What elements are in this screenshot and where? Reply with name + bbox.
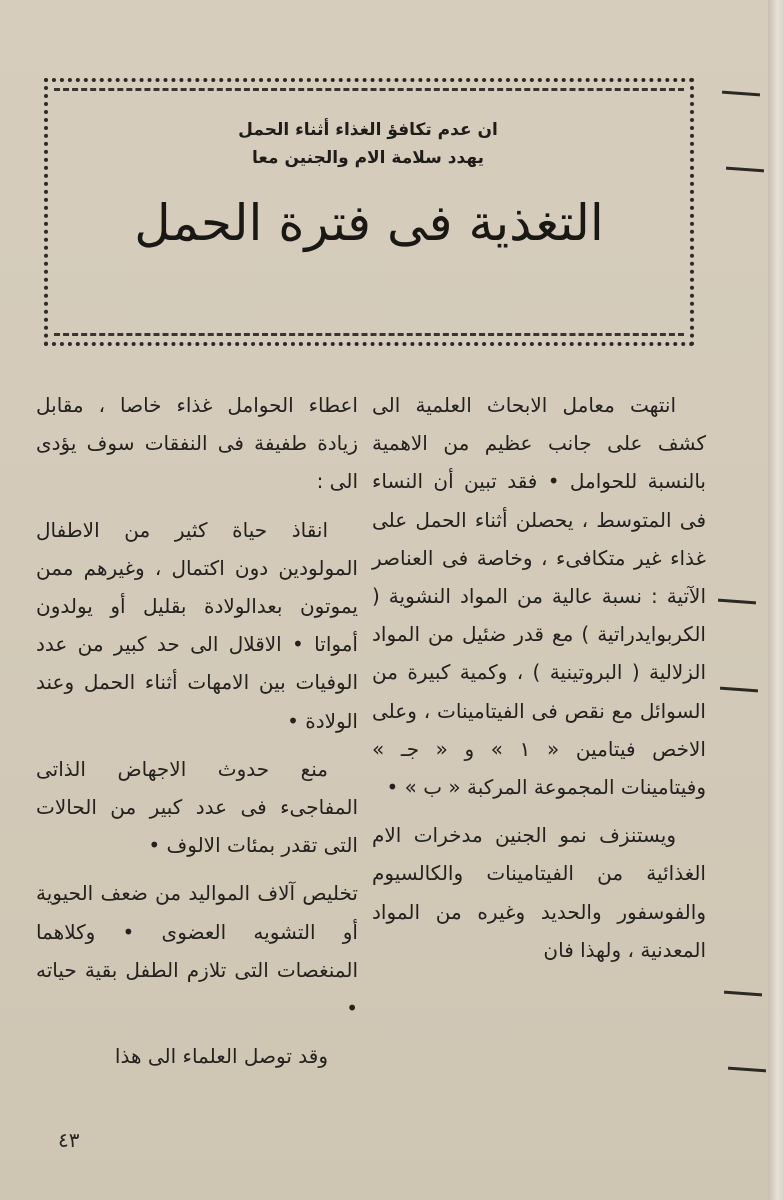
subtitle-line-2: يهدد سلامة الام والجنين معا bbox=[252, 148, 484, 168]
frame-rule-top bbox=[54, 88, 684, 91]
paragraph: انتهت معامل الابحاث العلمية الى كشف على جانب عظيم من الاهمية بالنسبة للحوامل • فقد تبين أن النساء فى المتوسط ، يحصلن أثناء الحمل على غذاء غير متكافىء ، وخاصة فى العناصر الآتية : نسبة عالية من المواد النشوية ( الكربوايدراتية ) مع قدر ضئيل من المواد الزلالية ( البروتينية ) ، وكمية كبيرة من السوائل مع نقص فى الفيتامينات ، وعلى الاخص فيتامين « ١ » و « جـ » وفيتامينات المجموعة المركبة « ب » • bbox=[372, 393, 706, 800]
paragraph: انقاذ حياة كثير من الاطفال المولودين دون اكتمال ، وغيرهم ممن يموتون بعدالولادة بقليل أو يولدون أمواتا • الاقلال الى حد كبير من عدد الوفيات بين الامهات أثناء الحمل وعند الولادة • bbox=[36, 517, 358, 733]
paragraph: تخليص آلاف المواليد من ضعف الحيوية أو التشويه العضوى • وكلاهما المنغصات التى تلازم الطفل بقية حياته • bbox=[36, 881, 358, 1021]
frame-rule-bottom bbox=[54, 333, 684, 336]
paragraph: اعطاء الحوامل غذاء خاصا ، مقابل زيادة طفيفة فى النفقات سوف يؤدى الى : bbox=[36, 393, 358, 494]
page-edge bbox=[768, 0, 784, 1200]
article-title: التغذية فى فترة الحمل bbox=[134, 194, 604, 252]
title-frame bbox=[44, 78, 694, 346]
text-column-left bbox=[36, 386, 358, 1085]
subtitle-line-1: ان عدم تكافؤ الغذاء أثناء الحمل bbox=[238, 120, 498, 140]
paragraph: وقد توصل العلماء الى هذا bbox=[114, 1044, 328, 1069]
paragraph: منع حدوث الاجهاض الذاتى المفاجىء فى عدد كبير من الحالات التى تقدر بمئات الالوف • bbox=[36, 756, 358, 858]
paragraph: ويستنزف نمو الجنين مدخرات الام الغذائية من الفيتامينات والكالسيوم والفوسفور والحديد وغيره من المواد المعدنية ، ولهذا فان bbox=[372, 823, 706, 962]
text-column-right bbox=[372, 386, 706, 979]
page-number: ٤٣ bbox=[58, 1128, 80, 1152]
